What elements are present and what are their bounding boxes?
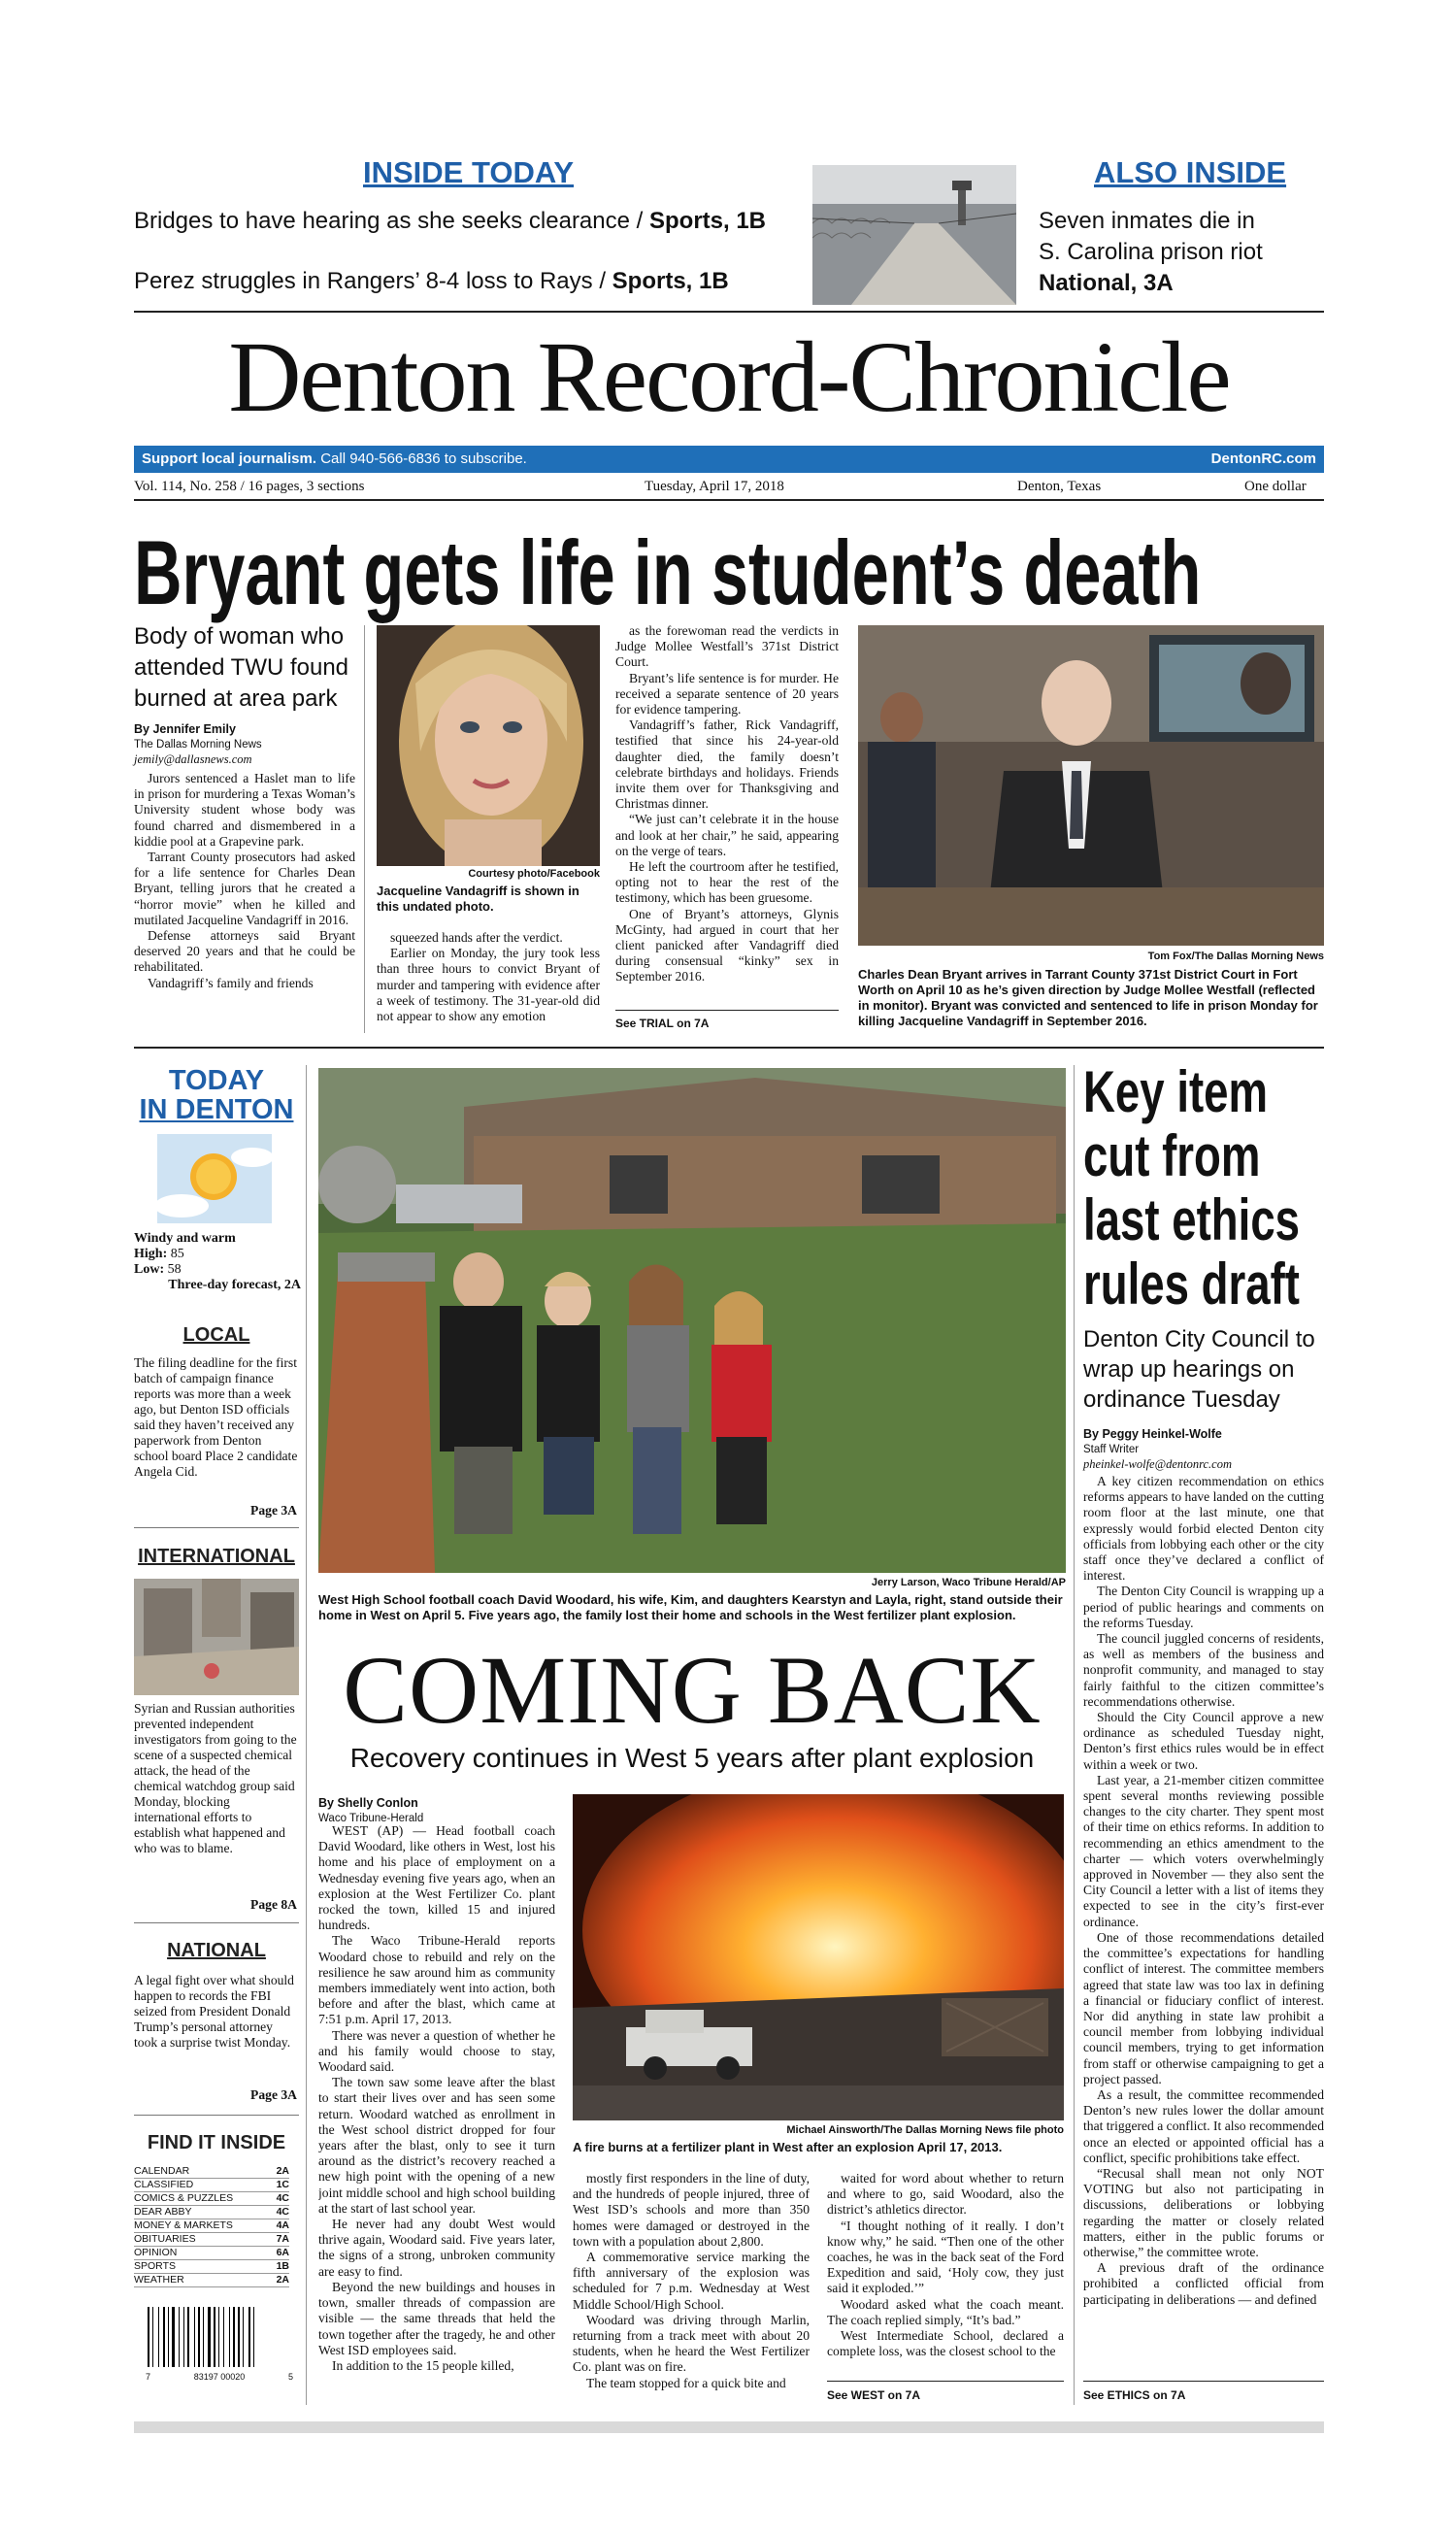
lead-col-1 — [134, 771, 355, 1033]
photo-caption: West High School football coach David Woodard, his wife, Kim, and daughters Kearstyn and Layla, right, stand outside their home in West on April 5. Five years ago, the family lost their home and schools in the West fertilizer plant explosion. — [318, 1592, 1063, 1622]
barcode-bar — [248, 2307, 250, 2367]
ethics-body — [1083, 1474, 1324, 2377]
paragraph: He left the courtroom after he testified, opting not to hear the rest of the testimony, which has been gruesome. — [615, 859, 839, 906]
barcode-bar — [243, 2307, 244, 2367]
price: One dollar — [1244, 479, 1307, 494]
paragraph: Jurors sentenced a Haslet man to life in prison for murdering a Texas Woman’s University student whose body was found charred and dismembered in a kiddie pool at a Grapevine park. — [134, 771, 355, 849]
index-section: OBITUARIES — [134, 2233, 196, 2245]
see-west-link[interactable]: See WEST on 7A — [827, 2388, 921, 2402]
photo-credit: Courtesy photo/Facebook — [468, 868, 600, 880]
paragraph: Vandagriff’s father, Rick Vandagriff, testified that since his 24-year-old daughter died, the family doesn’t celebrate birthdays and holidays. Friends invite them over for Thanksgiving and Christmas dinner. — [615, 717, 839, 812]
index-page: 2A — [276, 2165, 289, 2177]
paragraph: Last year, a 21-member citizen committee spent several months reviewing possible changes to the city charter. They spent most of their time on ethics reforms. In addition to recommending an ethics amendment to the charter — which voters overwhelmingly approved in November — they also sent the City Council a letter with a list of items they expected to see in the city’s first-ever ordinance. — [1083, 1772, 1324, 1929]
paragraph: One of those recommendations detailed the committee’s expectations for handling conflict of interest. The committee members agreed that state law was too lax in defining a financial or fiduciary conflict of interest. Nor did anything in state law prohibit a council member from lobbying individual council members, trying to get information from staff or otherwise campaigning to get a project passed. — [1083, 1929, 1324, 2086]
inside-today-header: INSIDE TODAY — [363, 155, 575, 189]
index-row[interactable] — [134, 2219, 289, 2233]
west-deck: Recovery continues in West 5 years after plant explosion — [349, 1743, 1035, 1773]
paragraph: Should the City Council approve a new ordinance as scheduled Tuesday night, Denton’s first ethics rules would be in effect within a week or two. — [1083, 1710, 1324, 1772]
index-page: 4A — [276, 2219, 289, 2231]
index-page: 1B — [276, 2260, 289, 2272]
index-section: SPORTS — [134, 2260, 176, 2272]
barcode-bar — [238, 2307, 240, 2367]
paragraph: A commemorative service marking the fifth anniversary of the explosion was scheduled for 7 p.m. Wednesday at West Middle School/High School. — [573, 2250, 810, 2312]
ethics-deck: Denton City Council to wrap up hearings on ordinance Tuesday — [1083, 1326, 1315, 1413]
west-headline[interactable]: COMING BACK — [343, 1636, 1042, 1744]
paragraph: Woodard was driving through Marlin, returning from a track meet with about 20 students, when he heard the West Fertilizer Co. plant was on fire. — [573, 2312, 810, 2375]
paragraph: A previous draft of the ordinance prohibited a conflicted official from participating in deliberations — and defined — [1083, 2260, 1324, 2307]
barcode-bar — [229, 2307, 230, 2367]
index-page: 6A — [276, 2247, 289, 2258]
find-it-inside-header: FIND IT INSIDE — [147, 2132, 286, 2153]
inside-today-item-2[interactable]: Perez struggles in Rangers’ 8-4 loss to Rays / Sports, 1B — [134, 268, 729, 294]
see-ethics-link[interactable]: See ETHICS on 7A — [1083, 2388, 1186, 2402]
barcode-bar — [183, 2307, 184, 2367]
sun-cloud-icon — [157, 1134, 272, 1223]
paragraph: “We just can’t celebrate it in the house and look at her chair,” he said, appearing on the verge of tears. — [615, 812, 839, 858]
west-col-2 — [573, 2171, 810, 2410]
ethics-byline: By Peggy Heinkel-Wolfe Staff Writer pheinkel-wolfe@dentonrc.com — [1083, 1427, 1233, 1471]
paragraph: A key citizen recommendation on ethics reforms appears to have landed on the cutting room floor at the last minute, one that expressly would forbid elected Denton city officials from lobbying each other or the city staff once they’ve declared a conflict of interest. — [1083, 1474, 1324, 1584]
paragraph: Woodard asked what the coach meant. The coach replied simply, “It’s bad.” — [827, 2296, 1064, 2327]
barcode-bar — [233, 2307, 235, 2367]
barcode-icon: 7 83197 00020 5 — [146, 2307, 293, 2385]
syria-photo — [134, 1579, 299, 1695]
national-page-link[interactable]: Page 3A — [250, 2087, 297, 2102]
paragraph: squeezed hands after the verdict. — [390, 930, 563, 945]
inside-today-item-1[interactable]: Bridges to have hearing as she seeks clearance / Sports, 1B — [134, 208, 767, 234]
divider — [615, 1010, 839, 1011]
west-col-1 — [318, 1823, 555, 2410]
barcode-bar — [179, 2307, 180, 2367]
paragraph: Vandagriff’s family and friends — [148, 975, 314, 990]
barcode-bar — [168, 2307, 169, 2367]
photo-credit: Tom Fox/The Dallas Morning News — [1147, 951, 1324, 962]
photo-credit: Michael Ainsworth/The Dallas Morning News file photo — [786, 2124, 1064, 2136]
index-page: 2A — [276, 2274, 289, 2286]
woodard-family-photo — [318, 1068, 1066, 1573]
lead-headline[interactable]: Bryant gets life in student’s death — [134, 526, 1202, 623]
photo-caption: Charles Dean Bryant arrives in Tarrant County 371st District Court in Fort Worth on April 10 as he’s given direction by Judge Mollee Westfall (reflected in monitor). Bryant was convicted and sentenced to life in prison Monday for killing Jacqueline Vandagriff in September 2016. — [858, 967, 1318, 1028]
divider — [134, 2115, 299, 2116]
paragraph: “Recusal shall mean not only NOT VOTING but also not participating in discussions, deliberations or lobbying regarding the matter or closely related matters, either in the public forums or otherwise,” the committee wrote. — [1083, 2165, 1324, 2259]
site-link[interactable]: DentonRC.com — [1210, 450, 1316, 467]
index-row[interactable] — [134, 2274, 289, 2287]
barcode-bar — [218, 2307, 219, 2367]
index-section: CALENDAR — [134, 2165, 190, 2177]
west-col-3 — [827, 2171, 1064, 2377]
divider — [827, 2381, 1064, 2382]
paragraph: as the forewoman read the verdicts in Judge Mollee Westfall’s 371st District Court. — [615, 623, 839, 670]
index-section: COMICS & PUZZLES — [134, 2192, 234, 2204]
local-page-link[interactable]: Page 3A — [250, 1503, 297, 1518]
index-section: DEAR ABBY — [134, 2206, 192, 2218]
paragraph: Beyond the new buildings and houses in town, smaller threads of compassion are visible — the same threads that held the town together after the tragedy, he and other West ISD employees said. — [318, 2279, 555, 2357]
also-inside-header: ALSO INSIDE — [1094, 155, 1287, 189]
ethics-headline-wrap — [1083, 1060, 1336, 1322]
local-brief: The filing deadline for the first batch of campaign finance reports was more than a week ago, but Denton ISD officials said they haven’t received any paperwork from Denton school board Place 2 candidate Angela Cid. — [134, 1355, 298, 1479]
divider — [1083, 2381, 1324, 2382]
paragraph: Bryant’s life sentence is for murder. He received a separate sentence of 20 years for evidence tampering. — [615, 670, 839, 717]
column-rule — [306, 1065, 307, 2405]
photo-caption: A fire burns at a fertilizer plant in West after an explosion April 17, 2013. — [573, 2140, 1003, 2154]
paragraph: In addition to the 15 people killed, — [332, 2357, 514, 2373]
index-row[interactable] — [134, 2165, 289, 2179]
volume-info: Vol. 114, No. 258 / 16 pages, 3 sections — [134, 479, 365, 494]
masthead-title: Denton Record-Chronicle — [228, 321, 1230, 433]
paragraph: As a result, the committee recommended Denton’s new rules lower the dollar amount that triggered a conflict. It also recommended once an elected or appointed official has a conflict, specific prohibitions take effect. — [1083, 2086, 1324, 2165]
barcode-bar — [223, 2307, 224, 2367]
barcode-bar — [172, 2307, 175, 2367]
paragraph: The town saw some leave after the blast to start their lives over and has seen some return. Woodard watched as enrollment in the West school district dropped for four years after the blast, only to see it turn around as the district’s recovery reached a new high point with the opening of a new joint middle school and high school building at the start of last school year. — [318, 2075, 555, 2216]
paragraph: WEST (AP) — Head football coach David Woodard, like others in West, lost his home and his place of employment on a Wednesday evening five years ago, when an explosion at the West Fertilizer Co. plant rocked the town, killed 15 and injured hundreds. — [318, 1823, 555, 1933]
divider — [134, 311, 1324, 313]
paragraph: There was never a question of whether he and his family would choose to stay, Woodard said. — [318, 2027, 555, 2075]
barcode-bar — [194, 2307, 195, 2367]
barcode-bar — [152, 2307, 153, 2367]
weather-summary: Windy and warm High: 85 Low: 58 Three-day forecast, 2A — [134, 1231, 301, 1292]
paragraph: Tarrant County prosecutors had asked for a life sentence for Charles Dean Bryant, telling jurors that he created a “horror movie” when he killed and mutilated Jacqueline Vandagriff in 2016. — [134, 850, 355, 927]
lead-col-2 — [377, 930, 600, 1037]
paragraph: “I thought nothing of it really. I don’t know why,” he said. “Then one of the other coaches, he was in the back seat of the Ford Expedition and said, ‘Holy cow, they just said it exploded.’” — [827, 2218, 1064, 2296]
today-in-denton: TODAY IN DENTON — [139, 1065, 294, 1125]
international-brief: Syrian and Russian authorities prevented independent investigators from going to the scene of a suspected chemical attack, the head of the chemical watchdog group said Monday, blocking international efforts to establish what happened and who was to blame. — [134, 1701, 297, 1855]
international-header: INTERNATIONAL — [138, 1546, 295, 1567]
fertilizer-fire-photo — [573, 1794, 1064, 2120]
index-row[interactable] — [134, 2206, 289, 2219]
index-row[interactable] — [134, 2179, 289, 2192]
barcode-bar — [148, 2307, 149, 2367]
national-header: NATIONAL — [167, 1940, 266, 1961]
bryant-courtroom-photo — [858, 625, 1324, 946]
index-page: 4C — [276, 2192, 289, 2204]
footer-bar — [134, 2421, 1324, 2433]
paragraph: West Intermediate School, declared a complete loss, was the closest school to the — [827, 2328, 1064, 2359]
index-section: OPINION — [134, 2247, 178, 2258]
paragraph: The team stopped for a quick bite and — [586, 2375, 786, 2390]
index-row[interactable] — [134, 2247, 289, 2260]
paragraph: He never had any doubt West would thrive again, Woodard said. Five years later, the signs of a strong, unbroken community are easy to find. — [318, 2217, 555, 2279]
international-page-link[interactable]: Page 8A — [250, 1897, 297, 1912]
paragraph: The Denton City Council is wrapping up a period of public hearings and comments on the reforms Tuesday. — [1083, 1584, 1324, 1630]
barcode-bar — [203, 2307, 204, 2367]
west-byline: By Shelly Conlon Waco Tribune-Herald — [318, 1796, 424, 1824]
divider — [134, 1527, 299, 1528]
forecast-link[interactable]: Three-day forecast, 2A — [168, 1278, 301, 1292]
barcode-bar — [163, 2307, 165, 2367]
photo-credit: Jerry Larson, Waco Tribune Herald/AP — [871, 1577, 1066, 1588]
subscribe-bar[interactable]: Support local journalism. Call 940-566-6836 to subscribe. DentonRC.com — [134, 446, 1324, 473]
column-rule — [1074, 1065, 1075, 2405]
lead-headline-wrap — [134, 526, 1328, 623]
vandagriff-photo — [377, 625, 600, 866]
divider — [134, 1047, 1324, 1049]
barcode-bar — [253, 2307, 254, 2367]
national-brief: A legal fight over what should happen to records the FBI seized from President Donald Trump’s personal attorney took a surprise twist Monday. — [134, 1973, 294, 2050]
photo-caption: Jacqueline Vandagriff is shown in this undated photo. — [377, 884, 579, 914]
divider — [134, 499, 1324, 501]
index-section: WEATHER — [134, 2274, 184, 2286]
index-row[interactable] — [134, 2233, 289, 2247]
index-row[interactable] — [134, 2192, 289, 2206]
prison-photo — [812, 165, 1016, 305]
lead-deck: Body of woman who attended TWU found burned at area park — [134, 623, 349, 712]
barcode-bar — [158, 2307, 159, 2367]
lead-col-3 — [615, 623, 839, 1014]
index-page: 4C — [276, 2206, 289, 2218]
local-header: LOCAL — [182, 1324, 250, 1346]
divider — [134, 1922, 299, 1923]
barcode-bar — [208, 2307, 211, 2367]
paragraph: mostly first responders in the line of duty, and the hundreds of people injured, three of West ISD’s schools and more than 350 homes were damaged or destroyed in the town with a population about 2,800. — [573, 2171, 810, 2249]
index-page: 7A — [276, 2233, 289, 2245]
barcode-bar — [214, 2307, 215, 2367]
barcode-bar — [198, 2307, 200, 2367]
index-list — [134, 2165, 289, 2287]
index-section: MONEY & MARKETS — [134, 2219, 233, 2231]
lead-byline: By Jennifer Emily The Dallas Morning News jemily@dallasnews.com — [134, 722, 262, 766]
location: Denton, Texas — [1017, 479, 1102, 494]
issue-date: Tuesday, April 17, 2018 — [645, 479, 784, 494]
ethics-headline[interactable]: Key item cut from last ethics rules draft — [1083, 1060, 1301, 1317]
see-trial-link[interactable]: See TRIAL on 7A — [615, 1017, 710, 1030]
paragraph: Earlier on Monday, the jury took less than three hours to convict Bryant of murder and tampering with evidence after a week of testimony. The 31-year-old did not appear to show any emotion — [377, 946, 600, 1024]
barcode-bar — [187, 2307, 189, 2367]
index-page: 1C — [276, 2179, 289, 2190]
also-inside-item[interactable]: Seven inmates die in S. Carolina prison riot National, 3A — [1039, 208, 1263, 296]
paragraph: The council juggled concerns of residents, as well as members of the business and nonprofit community, and managed to stay fairly faithful to the citizen committee’s recommendations otherwise. — [1083, 1631, 1324, 1709]
paragraph: Defense attorneys said Bryant deserved 20 years and that he could be rehabilitated. — [134, 928, 355, 975]
paragraph: The Waco Tribune-Herald reports Woodard chose to rebuild and rely on the resilience he saw around him as community members immediately went into action, both before and after the blast, which came at 7:51 p.m. April 17, 2013. — [318, 1933, 555, 2027]
index-section: CLASSIFIED — [134, 2179, 194, 2190]
paragraph: waited for word about whether to return and where to go, said Woodard, also the district’s athletics director. — [827, 2171, 1064, 2218]
column-rule — [364, 625, 365, 1033]
index-row[interactable] — [134, 2260, 289, 2274]
paragraph: One of Bryant’s attorneys, Glynis McGinty, had argued in court that her client panicked after Vandagriff died during consensual “kinky” sex in September 2016. — [615, 906, 839, 984]
